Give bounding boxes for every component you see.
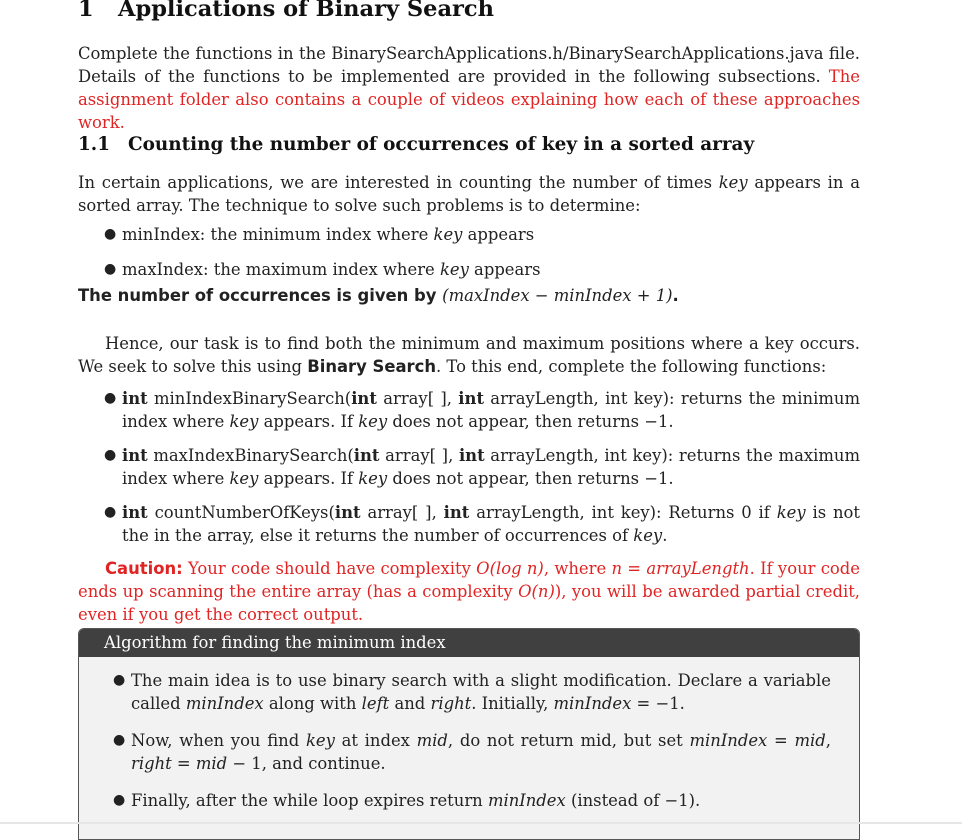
occurrences-text: The number of occurrences is given by	[78, 286, 443, 305]
fn2-kw3: int	[443, 503, 470, 522]
bullet-dot-icon: ●	[104, 504, 117, 520]
step1-i: = −1.	[631, 694, 685, 713]
fn0-tail: appears. If	[258, 412, 359, 431]
algorithm-step-2	[113, 729, 831, 775]
function-maxindex	[104, 444, 860, 490]
bullet-min-rest: appears	[462, 225, 535, 244]
subsection-number: 1.1	[78, 134, 110, 155]
para1-text-before: In certain applications, we are interested in counting the number of times	[78, 173, 719, 192]
para1-text-after: appears in a sorted array. The technique to solve such problems is to determine:	[78, 173, 860, 215]
fn1-kw3: int	[458, 446, 485, 465]
section-title-text: Applications of Binary Search	[118, 0, 494, 22]
step3-c: (instead of −1).	[565, 791, 701, 810]
fn2-kw1: int	[122, 503, 148, 522]
function-minindex	[104, 387, 860, 433]
step1-b: minIndex	[185, 694, 264, 713]
fn1-rest: arrayLength, int key): returns the maximum index where	[122, 446, 860, 488]
step1-g: . Initially,	[471, 694, 554, 713]
occurrences-formula-math: (maxIndex − minIndex + 1)	[442, 286, 673, 305]
para2-bold: Binary Search	[307, 357, 436, 376]
intro-paragraph	[78, 42, 860, 134]
para1-key: key	[718, 173, 748, 192]
step1-h: minIndex	[553, 694, 632, 713]
para2-text-before: Hence, our task is to find both the minimum and maximum positions where a key occurs. We seek to solve this using	[78, 334, 860, 376]
caution-var: n = arrayLength	[611, 559, 750, 578]
fn1-name: maxIndexBinarySearch(	[147, 446, 354, 465]
fn2-name: countNumberOfKeys(	[147, 503, 335, 522]
bullet-min-label: minIndex: the minimum index where	[122, 225, 434, 244]
fn1-kw2: int	[353, 446, 380, 465]
step1-d: left	[361, 694, 390, 713]
algorithm-step-1	[113, 669, 831, 715]
step1-e: and	[389, 694, 431, 713]
step3-b: minIndex	[487, 791, 566, 810]
fn2-key2: key	[633, 526, 663, 545]
step2-c: at index	[334, 731, 417, 750]
step2-b: key	[305, 731, 335, 750]
bullet-dot-icon: ●	[104, 261, 117, 277]
caution-text3: . If your code ends up scanning the entire array (has a complexity	[78, 559, 860, 601]
bullet-max-rest: appears	[468, 260, 541, 279]
subsection-title-text: Counting the number of occurrences of key in a sorted array	[128, 134, 755, 155]
caution-text1: Your code should have complexity	[182, 559, 477, 578]
fn0-key: key	[229, 412, 259, 431]
bullet-max-label: maxIndex: the maximum index where	[122, 260, 440, 279]
caution-text2: , where	[543, 559, 612, 578]
fn1-arr: array[ ],	[379, 446, 459, 465]
bullet-dot-icon: ●	[104, 447, 117, 463]
bullet-dot-icon: ●	[113, 732, 126, 748]
fn0-kw3: int	[458, 389, 485, 408]
paragraph-task	[78, 332, 860, 378]
section-number: 1	[78, 0, 94, 22]
step2-g: =	[767, 731, 795, 750]
fn0-kw2: int	[351, 389, 377, 408]
step2-k: =	[171, 754, 196, 773]
fn0-name: minIndexBinarySearch(	[147, 389, 352, 408]
step2-j: right	[131, 754, 172, 773]
step1-c: along with	[263, 694, 362, 713]
paragraph-counting	[78, 171, 860, 217]
bullet-dot-icon: ●	[113, 672, 126, 688]
fn0-key2: key	[358, 412, 388, 431]
fn1-key: key	[229, 469, 259, 488]
fn2-tail: is not the in the array, else it returns the number of occurrences of	[122, 503, 860, 545]
bullet-min-key: key	[433, 225, 463, 244]
step2-m: − 1, and continue.	[227, 754, 386, 773]
bullet-max-key: key	[439, 260, 469, 279]
fn2-kw2: int	[334, 503, 361, 522]
intro-text: Complete the functions in the BinarySearchApplications.h/BinarySearchApplications.java file. Details of the functions to be implemented are provided in the following subsections.	[78, 44, 860, 86]
fn2-key: key	[776, 503, 806, 522]
fn1-kw1: int	[122, 446, 148, 465]
step2-f: minIndex	[689, 731, 768, 750]
step2-d: mid	[416, 731, 448, 750]
caution-complexity2: O(n)	[518, 582, 555, 601]
fn0-kw1: int	[122, 389, 148, 408]
algorithm-box	[78, 628, 860, 840]
step2-a: Now, when you find	[131, 731, 306, 750]
algorithm-box-title: Algorithm for finding the minimum index	[79, 629, 859, 657]
fn1-key2: key	[358, 469, 388, 488]
fn2-tail2: .	[662, 526, 668, 545]
fn2-arr: array[ ],	[360, 503, 444, 522]
caution-text4: ), you will be awarded partial credit, even if you get the correct output.	[78, 582, 860, 624]
step2-h: mid	[794, 731, 826, 750]
intro-red-text: The assignment folder also contains a couple of videos explaining how each of these approaches work.	[78, 67, 860, 132]
bullet-dot-icon: ●	[104, 390, 117, 406]
algorithm-step-3	[113, 789, 831, 812]
section-title	[78, 0, 494, 22]
step1-f: right	[430, 694, 472, 713]
caution-paragraph	[78, 557, 860, 626]
caution-complexity: O(log n)	[476, 559, 544, 578]
fn0-tail2: does not appear, then returns −1.	[387, 412, 674, 431]
fn0-rest: arrayLength, int key): returns the minimum index where	[122, 389, 860, 431]
subsection-title	[78, 134, 754, 155]
fn1-tail2: does not appear, then returns −1.	[387, 469, 674, 488]
fn2-rest: arrayLength, int key): Returns 0 if	[469, 503, 777, 522]
step3-a: Finally, after the while loop expires return	[131, 791, 488, 810]
step2-e: , do not return mid, but set	[447, 731, 690, 750]
step2-l: mid	[195, 754, 228, 773]
fn0-arr: array[ ],	[376, 389, 459, 408]
occurrences-formula	[78, 286, 679, 305]
para2-text-after: . To this end, complete the following functions:	[435, 357, 827, 376]
fn1-tail: appears. If	[258, 469, 359, 488]
bullet-dot-icon: ●	[113, 792, 126, 808]
occurrences-end: .	[672, 286, 679, 305]
bullet-dot-icon: ●	[104, 226, 117, 242]
function-countkeys	[104, 501, 860, 547]
step1-a: The main idea is to use binary search with a slight modification. Declare a variable called	[131, 671, 831, 713]
step2-i: ,	[825, 731, 831, 750]
caution-label: Caution:	[105, 559, 183, 578]
